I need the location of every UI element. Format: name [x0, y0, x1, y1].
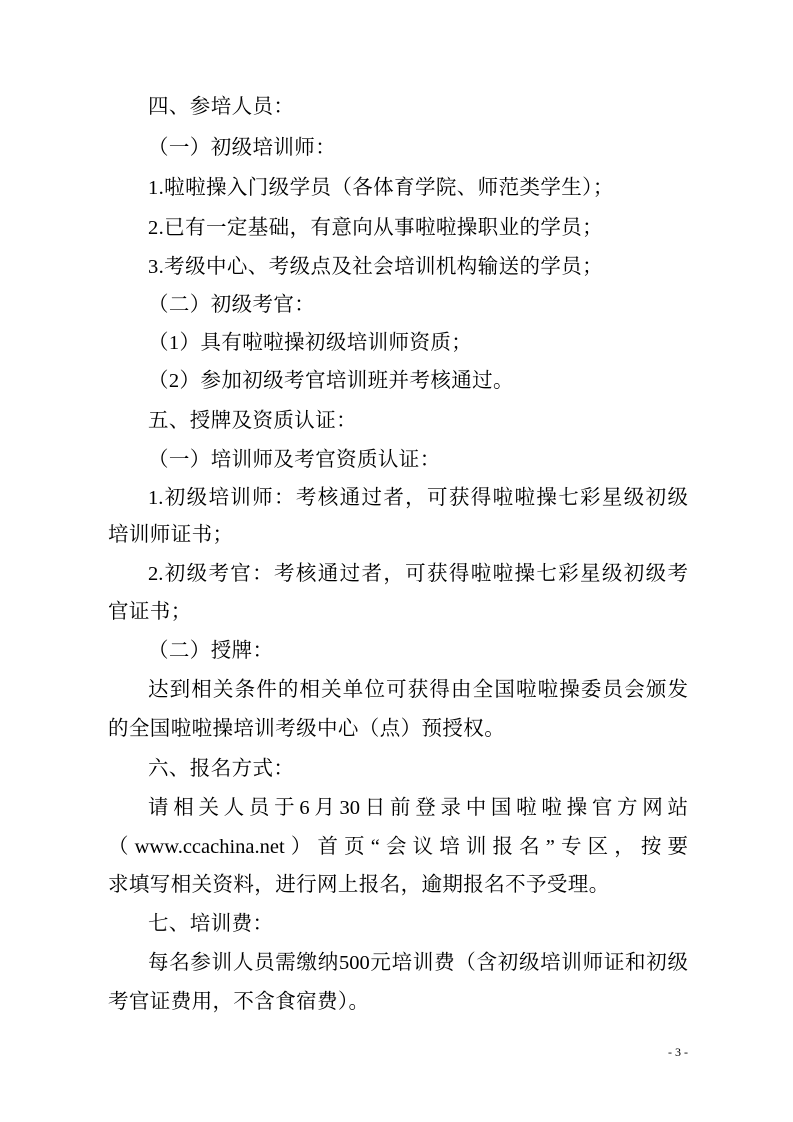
- paragraph-line: 求填写相关资料，进行网上报名，逾期报名不予受理。: [108, 874, 610, 896]
- subsection-heading: （一）初级培训师：: [148, 137, 337, 159]
- paragraph-line: 每名参训人员需缴纳500元培训费（含初级培训师证和初级: [148, 952, 688, 974]
- subsection-heading: （一）培训师及考官资质认证：: [148, 449, 441, 471]
- subsection-heading: （二）授牌：: [148, 640, 274, 662]
- paragraph-line: 培训师证书；: [108, 524, 234, 546]
- section-heading: 五、授牌及资质认证：: [148, 410, 357, 432]
- list-item: （2）参加初级考官培训班并考核通过。: [148, 370, 514, 392]
- list-item: 3.考级中心、考级点及社会培训机构输送的学员；: [148, 256, 604, 278]
- section-heading: 七、培训费：: [148, 913, 274, 935]
- paragraph-line: （www.ccachina.net）首页“会议培训报名”专区，按要: [108, 836, 688, 858]
- paragraph-line: 的全国啦啦操培训考级中心（点）预授权。: [108, 718, 506, 740]
- paragraph-line: 1.初级培训师：考核通过者，可获得啦啦操七彩星级初级: [148, 487, 688, 509]
- paragraph-line: 考官证费用，不含食宿费）。: [108, 991, 370, 1013]
- list-item: （1）具有啦啦操初级培训师资质；: [148, 332, 473, 354]
- paragraph-line: 2.初级考官：考核通过者，可获得啦啦操七彩星级初级考: [148, 563, 688, 585]
- paragraph-line: 达到相关条件的相关单位可获得由全国啦啦操委员会颁发: [148, 679, 688, 701]
- paragraph-line: 请相关人员于6月30日前登录中国啦啦操官方网站: [148, 797, 688, 819]
- section-heading: 四、参培人员：: [148, 96, 295, 118]
- list-item: 2.已有一定基础，有意向从事啦啦操职业的学员；: [148, 217, 604, 239]
- subsection-heading: （二）初级考官：: [148, 294, 316, 316]
- section-heading: 六、报名方式：: [148, 758, 295, 780]
- paragraph-line: 官证书；: [108, 601, 192, 623]
- list-item: 1.啦啦操入门级学员（各体育学院、师范类学生）；: [148, 177, 614, 199]
- page-number: - 3 -: [668, 1045, 688, 1059]
